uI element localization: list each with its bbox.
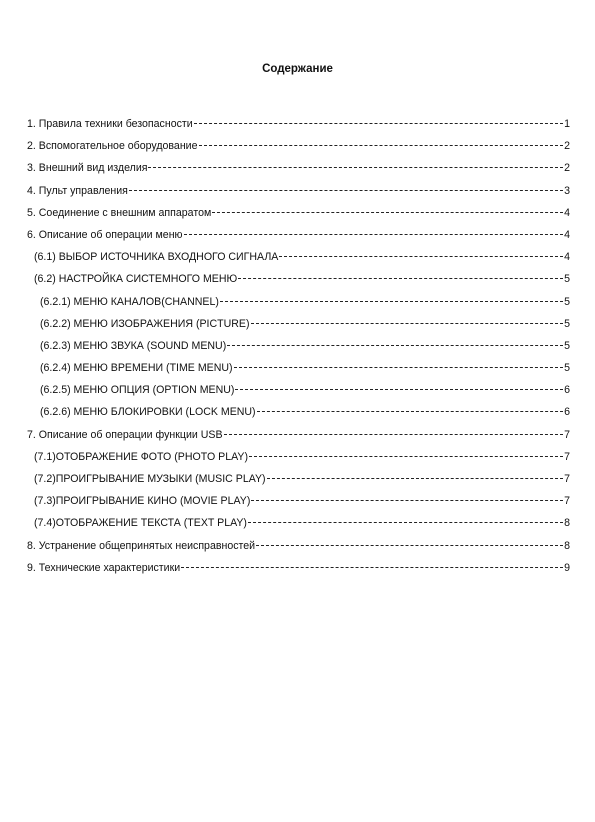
toc-entry-label: (6.2.2) МЕНЮ ИЗОБРАЖЕНИЯ (PICTURE) bbox=[40, 317, 250, 330]
toc-entry-page: 5 bbox=[564, 295, 570, 308]
toc-entry-label: (6.2.3) МЕНЮ ЗВУКА (SOUND MENU) bbox=[40, 339, 227, 352]
toc-leader-line bbox=[220, 301, 563, 302]
toc-entry-label: (7.2)ПРОИГРЫВАНИЕ МУЗЫКИ (MUSIC PLAY) bbox=[34, 473, 266, 485]
toc-entry bbox=[27, 316, 570, 333]
toc-entry bbox=[27, 116, 570, 133]
toc-entry-label: 3. Внешний вид изделия bbox=[27, 162, 148, 175]
toc-entry bbox=[27, 271, 570, 288]
toc-entry-label: (6.2.1) МЕНЮ КАНАЛОВ(CHANNEL) bbox=[40, 295, 219, 308]
toc-entry-label: 4. Пульт управления bbox=[27, 184, 128, 197]
toc-leader-line bbox=[251, 500, 563, 501]
toc-entry-page: 5 bbox=[564, 362, 570, 375]
toc-leader-line bbox=[184, 234, 564, 235]
toc-entry-label: 2. Вспомогательное оборудование bbox=[27, 140, 198, 153]
toc-leader-line bbox=[194, 123, 563, 124]
toc-entry bbox=[27, 360, 570, 377]
toc-entry-label: 8. Устранение общепринятых неисправностей bbox=[27, 539, 256, 552]
toc-entry-label: (7.4)ОТОБРАЖЕНИЕ ТЕКСТА (TEXT PLAY) bbox=[34, 517, 247, 530]
toc-leader-line bbox=[238, 278, 563, 279]
toc-leader-line bbox=[234, 367, 564, 368]
toc-leader-line bbox=[257, 411, 564, 412]
toc-leader-line bbox=[248, 522, 563, 523]
toc-entry-label: (6.1) ВЫБОР ИСТОЧНИКА ВХОДНОГО СИГНАЛА bbox=[34, 251, 279, 264]
toc-entry-page: 6 bbox=[564, 384, 570, 397]
toc-entry-label: (6.2.4) МЕНЮ ВРЕМЕНИ (TIME MENU) bbox=[40, 362, 233, 375]
toc-entry bbox=[27, 449, 570, 466]
toc-entry bbox=[27, 515, 570, 532]
toc-entry-label: 7. Описание об операции функции USB bbox=[27, 428, 223, 441]
toc-leader-line bbox=[249, 456, 563, 457]
toc-entry-page: 5 bbox=[564, 339, 570, 352]
toc-entry bbox=[27, 538, 570, 555]
toc-leader-line bbox=[256, 545, 563, 546]
toc-leader-line bbox=[279, 256, 563, 257]
toc-entry bbox=[27, 382, 570, 399]
toc-entry-label: (6.2) НАСТРОЙКА СИСТЕМНОГО МЕНЮ bbox=[34, 273, 238, 286]
toc-entry-page: 4 bbox=[564, 228, 570, 241]
toc-entry-label: 9. Технические характеристики bbox=[27, 561, 181, 574]
toc-entry-page: 8 bbox=[564, 539, 570, 552]
toc-entry bbox=[27, 294, 570, 311]
toc-entry-page: 9 bbox=[564, 561, 570, 574]
toc-entry-label: 1. Правила техники безопасности bbox=[27, 118, 193, 130]
toc-entry-label: (6.2.6) МЕНЮ БЛОКИРОВКИ (LOCK MENU) bbox=[40, 406, 256, 419]
toc-entry-page: 2 bbox=[564, 140, 570, 153]
toc-entry bbox=[27, 471, 570, 488]
toc-entry-page: 7 bbox=[564, 428, 570, 441]
toc-entry-label: 6. Описание об операции меню bbox=[27, 228, 183, 241]
toc-leader-line bbox=[267, 478, 564, 479]
table-of-contents bbox=[27, 116, 570, 582]
toc-entry bbox=[27, 183, 570, 200]
toc-entry-page: 7 bbox=[564, 473, 570, 485]
toc-entry-page: 8 bbox=[564, 517, 570, 530]
toc-leader-line bbox=[227, 345, 563, 346]
toc-entry-page: 2 bbox=[564, 162, 570, 175]
toc-entry-page: 5 bbox=[564, 317, 570, 330]
toc-entry-page: 3 bbox=[564, 184, 570, 197]
toc-entry bbox=[27, 427, 570, 444]
toc-entry bbox=[27, 493, 570, 510]
toc-leader-line bbox=[224, 434, 564, 435]
toc-entry-label: (7.1)ОТОБРАЖЕНИЕ ФОТО (PHOTO PLAY) bbox=[34, 450, 249, 463]
toc-entry-page: 4 bbox=[564, 206, 570, 219]
toc-leader-line bbox=[129, 190, 563, 191]
page-title: Содержание bbox=[262, 63, 333, 75]
toc-entry bbox=[27, 249, 570, 266]
toc-leader-line bbox=[148, 167, 563, 168]
toc-entry-page: 7 bbox=[564, 495, 570, 508]
toc-leader-line bbox=[212, 212, 563, 213]
toc-leader-line bbox=[199, 145, 564, 146]
toc-entry-page: 6 bbox=[564, 406, 570, 419]
toc-leader-line bbox=[251, 323, 564, 324]
toc-leader-line bbox=[235, 389, 563, 390]
toc-entry-label: (6.2.5) МЕНЮ ОПЦИЯ (OPTION MENU) bbox=[40, 384, 235, 397]
toc-entry bbox=[27, 404, 570, 421]
toc-entry-page: 5 bbox=[564, 273, 570, 286]
toc-entry bbox=[27, 560, 570, 577]
toc-leader-line bbox=[181, 567, 563, 568]
toc-entry bbox=[27, 338, 570, 355]
toc-entry bbox=[27, 160, 570, 177]
toc-entry-page: 1 bbox=[564, 118, 570, 130]
toc-entry-label: 5. Соединение с внешним аппаратом bbox=[27, 206, 212, 219]
toc-entry bbox=[27, 205, 570, 222]
toc-entry bbox=[27, 227, 570, 244]
toc-entry bbox=[27, 138, 570, 155]
toc-entry-page: 4 bbox=[564, 251, 570, 264]
toc-entry-label: (7.3)ПРОИГРЫВАНИЕ КИНО (MOVIE PLAY) bbox=[34, 495, 251, 508]
toc-entry-page: 7 bbox=[564, 450, 570, 463]
